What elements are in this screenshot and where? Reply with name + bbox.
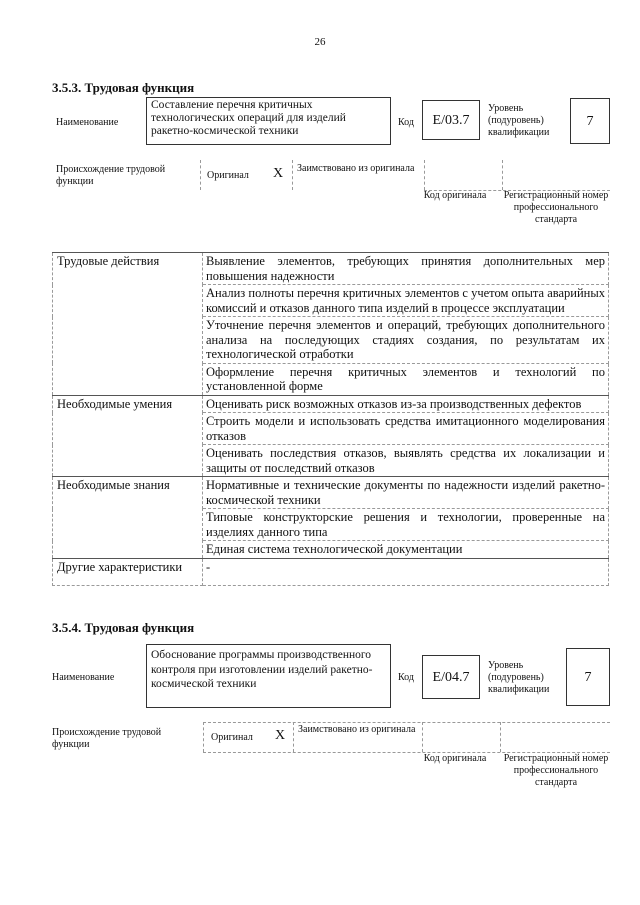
other-value: - (203, 558, 609, 585)
knowledge-item: Единая система технологической документации (203, 541, 609, 559)
reg-number-label: Регистрационный номер профессионального стандарта (503, 190, 609, 225)
reg-number-label: Регистрационный номер профессионального стандарта (503, 753, 609, 788)
origin-divider (422, 722, 423, 752)
knowledge-item: Нормативные и технические документы по надежности изделий ракетно-космической техники (203, 477, 609, 509)
skill-item: Оценивать риск возможных отказов из-за производственных дефектов (203, 395, 609, 413)
code-value-box: E/04.7 (422, 655, 480, 699)
function-name-box: Обоснование программы производственного контроля при изготовлении изделий ракетно-космической техники (146, 644, 391, 708)
skill-item: Оценивать последствия отказов, выявлять средства их локализации и защиты от последствий отказов (203, 445, 609, 477)
origin-topline (203, 722, 610, 723)
knowledge-item: Типовые конструкторские решения и технологии, проверенные на изделиях данного типа (203, 509, 609, 541)
origin-label: Происхождение трудовой функции (52, 727, 162, 750)
action-item: Выявление элементов, требующих принятия дополнительных мер повышения надежности (203, 253, 609, 285)
knowledge-header: Необходимые знания (53, 477, 203, 559)
origin-divider (424, 160, 425, 190)
original-label: Оригинал (207, 170, 249, 181)
function-details-table (52, 252, 609, 586)
code-label: Код (398, 672, 414, 683)
section-title: 3.5.3. Трудовая функция (52, 80, 195, 95)
borrowed-label: Заимствовано из оригинала (297, 163, 415, 174)
code-original-label: Код оригинала (423, 190, 487, 201)
section-title: 3.5.4. Трудовая функция (52, 620, 195, 635)
other-header: Другие характеристики (53, 558, 203, 585)
original-mark: X (272, 166, 284, 181)
code-label: Код (398, 117, 414, 128)
action-item: Оформление перечня критичных элементов и технологий по установленной форме (203, 363, 609, 395)
origin-divider (502, 160, 503, 190)
name-label: Наименование (56, 117, 119, 128)
skill-item: Строить модели и использовать средства имитационного моделирования отказов (203, 413, 609, 445)
origin-divider (500, 722, 501, 752)
origin-divider (292, 160, 293, 190)
action-item: Анализ полноты перечня критичных элементов с учетом опыта аварийных комиссий и отказов данного типа изделий в процессе эксплуатации (203, 285, 609, 317)
action-item: Уточнение перечня элементов и операций, требующих дополнительного анализа на последующих стадиях создания, по результатам их технологической отработки (203, 317, 609, 364)
original-label: Оригинал (211, 732, 253, 743)
origin-label: Происхождение трудовой функции (56, 164, 166, 187)
function-name-box: Составление перечня критичных технологических операций для изделий ракетно-космической техники (146, 97, 391, 145)
level-value-box: 7 (566, 648, 610, 706)
skills-header: Необходимые умения (53, 395, 203, 477)
name-label: Наименование (52, 672, 115, 683)
level-label: Уровень (подуровень) квалификации (488, 103, 550, 138)
page-number: 26 (314, 36, 326, 48)
code-value-box: E/03.7 (422, 100, 480, 140)
level-label: Уровень (подуровень) квалификации (488, 660, 550, 695)
borrowed-label: Заимствовано из оригинала (298, 724, 416, 735)
origin-divider (203, 722, 204, 752)
code-original-label: Код оригинала (423, 753, 487, 764)
level-value-box: 7 (570, 98, 610, 144)
original-mark: X (274, 728, 286, 743)
actions-header: Трудовые действия (53, 253, 203, 396)
origin-divider (200, 160, 201, 190)
origin-divider (293, 722, 294, 752)
